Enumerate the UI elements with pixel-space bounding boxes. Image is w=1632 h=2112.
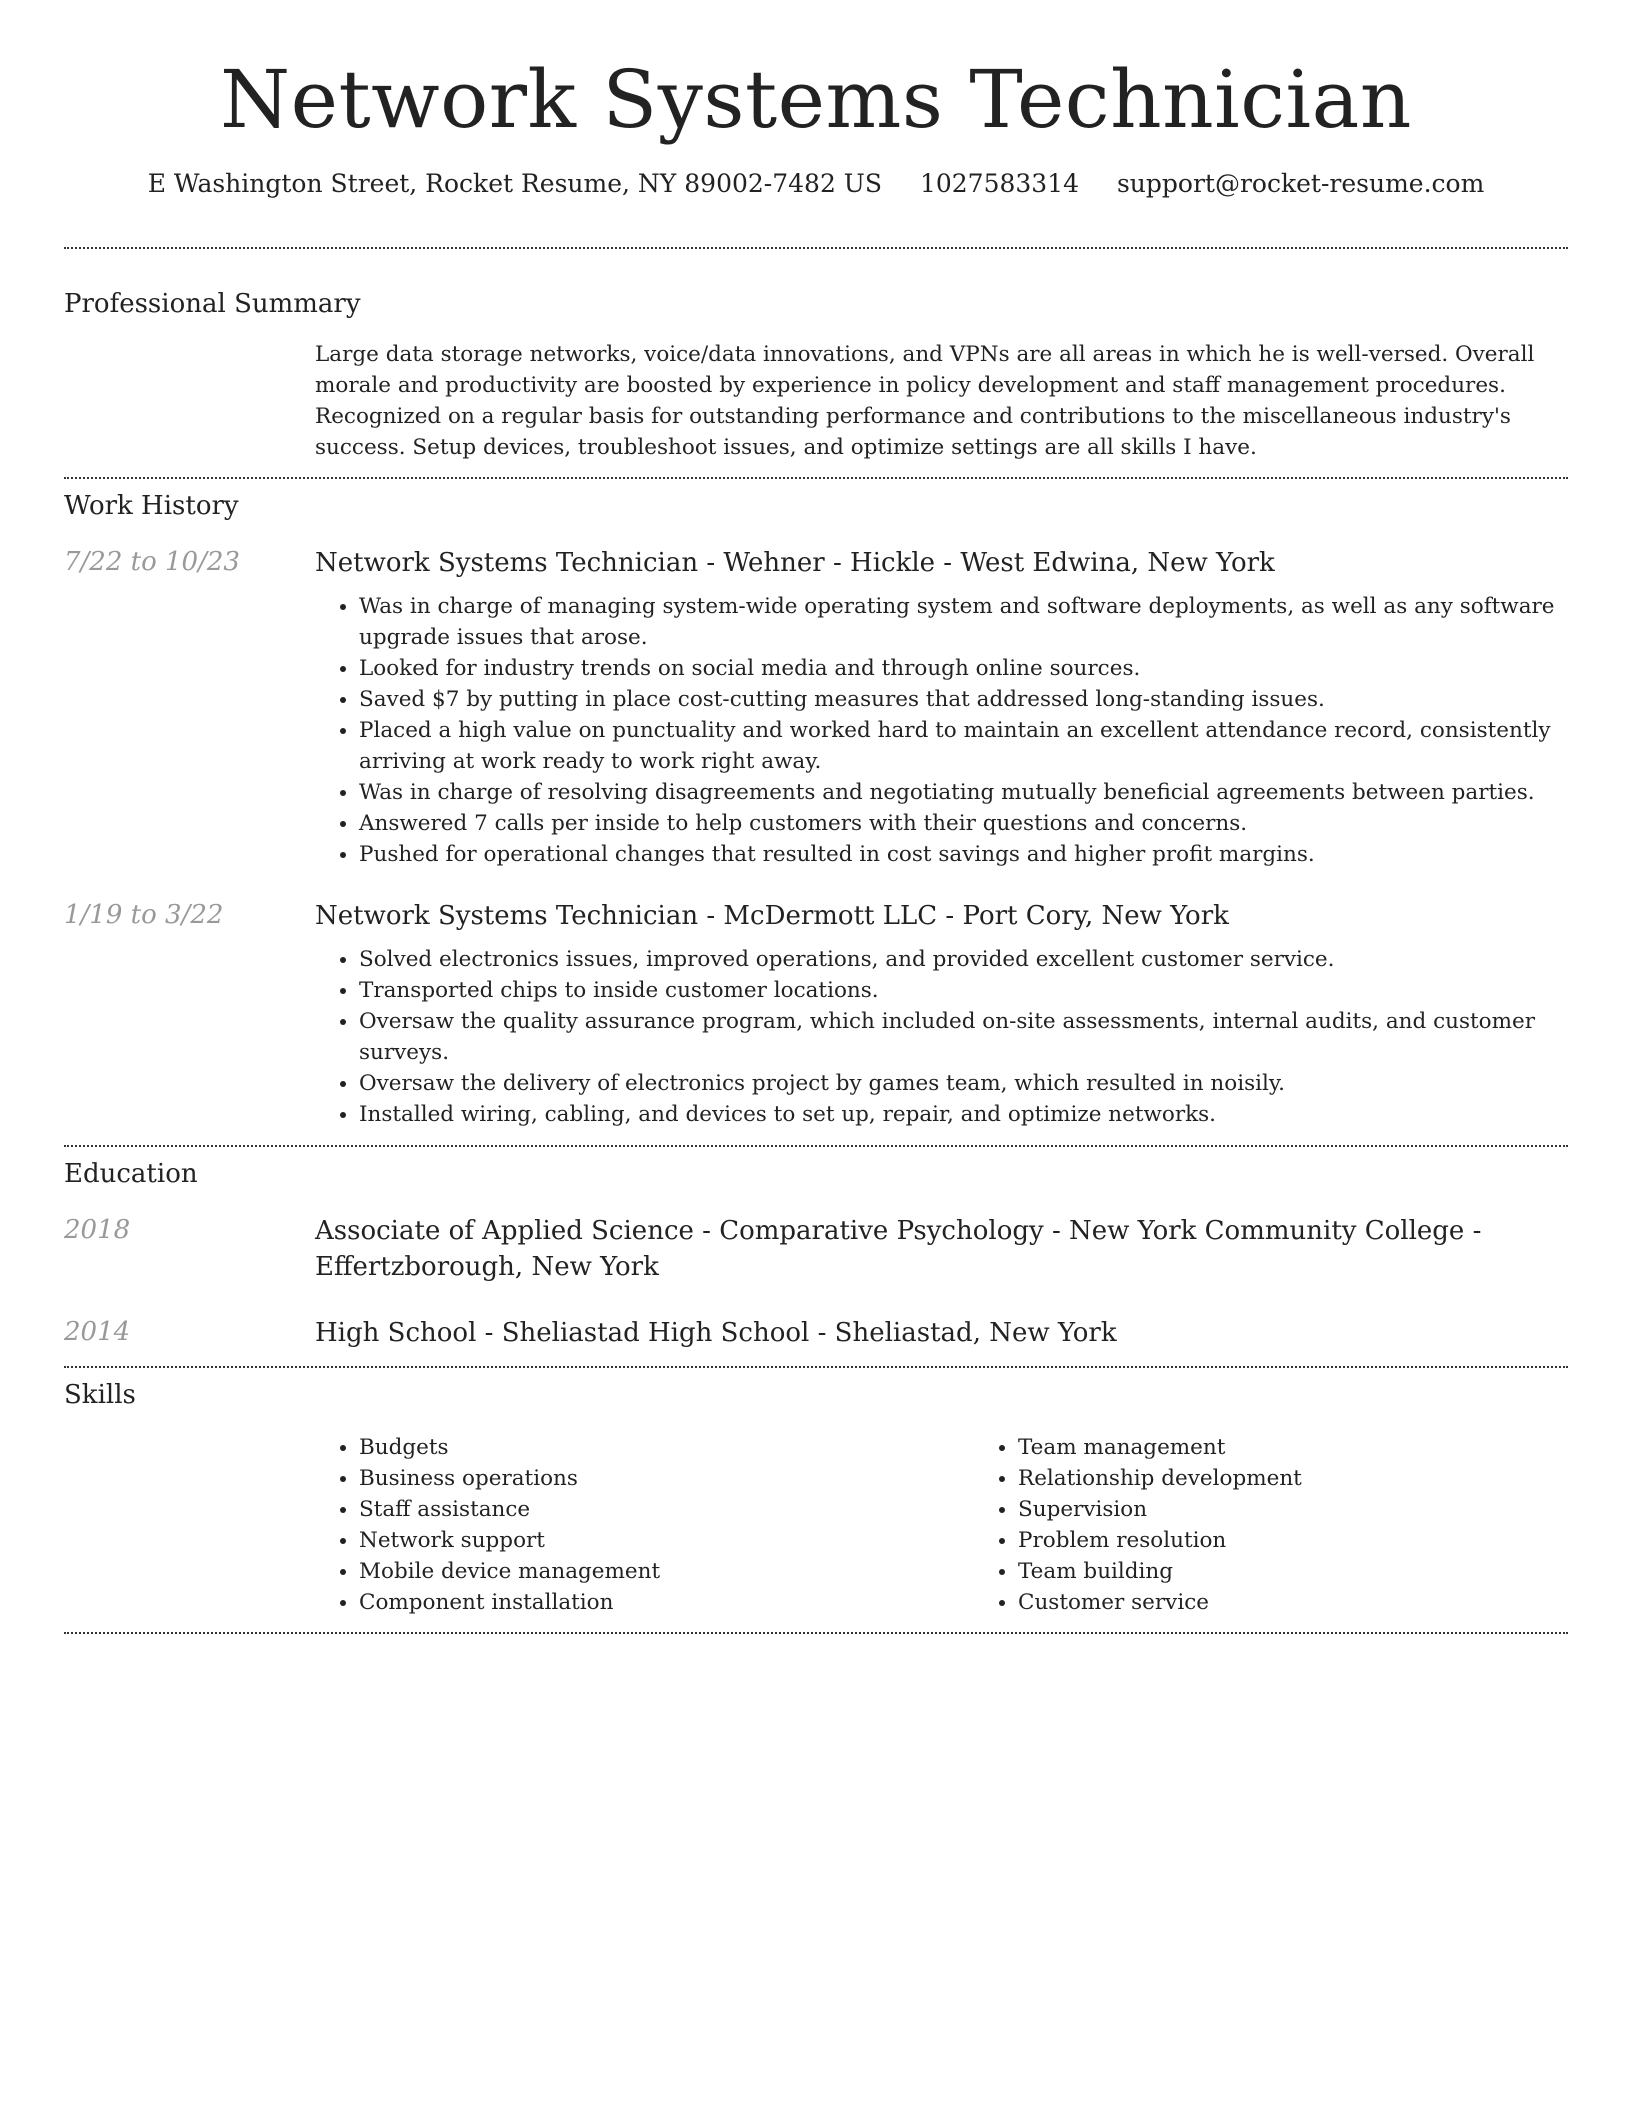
skill-item: • Network support xyxy=(359,1525,974,1556)
job-company: McDermott LLC xyxy=(723,901,938,931)
skills-list-left xyxy=(315,1432,974,1618)
list-item: • Solved electronics issues, improved operations, and provided excellent customer service. xyxy=(359,944,1568,975)
skill-item: • Business operations xyxy=(359,1463,974,1494)
separator: - xyxy=(937,901,963,931)
work-section xyxy=(64,479,1568,1130)
skill-item: • Problem resolution xyxy=(1018,1525,1632,1556)
list-item: • Installed wiring, cabling, and devices to set up, repair, and optimize networks. xyxy=(359,1099,1568,1130)
skill-item: • Budgets xyxy=(359,1432,974,1463)
separator: - xyxy=(698,901,724,931)
section-title-skills: Skills xyxy=(64,1380,136,1410)
list-item: • Was in charge of managing system-wide operating system and software deployments, as well as any software upgrade issues that arose. xyxy=(359,591,1568,653)
skill-item: • Customer service xyxy=(1018,1587,1632,1618)
list-item: • Oversaw the quality assurance program, which included on-site assessments, internal audits, and customer surveys. xyxy=(359,1006,1568,1068)
skill-item: • Component installation xyxy=(359,1587,974,1618)
job-entry xyxy=(64,898,1568,1130)
education-school: - New York Community College - Effertzborough, New York xyxy=(315,1216,1482,1282)
job-dates: 7/22 to 10/23 xyxy=(64,547,240,577)
phone: 1027583314 xyxy=(919,169,1080,198)
list-item: • Answered 7 calls per inside to help customers with their questions and concerns. xyxy=(359,808,1568,839)
job-dates: 1/19 to 3/22 xyxy=(64,900,224,930)
job-company: Wehner - Hickle xyxy=(723,548,936,578)
job-location: West Edwina, New York xyxy=(960,548,1275,578)
education-degree: High School xyxy=(315,1318,477,1348)
skills-spacer xyxy=(64,1432,315,1618)
education-detail xyxy=(315,1213,1568,1285)
job-title-line xyxy=(315,545,1568,581)
education-degree: Associate of Applied Science - Comparative Psychology xyxy=(315,1216,1044,1246)
contact-line xyxy=(64,168,1568,200)
list-item: • Pushed for operational changes that resulted in cost savings and higher profit margins. xyxy=(359,839,1568,870)
summary-spacer xyxy=(64,339,315,463)
skills-list-right xyxy=(974,1432,1632,1618)
job-bullets xyxy=(315,591,1568,870)
address: E Washington Street, Rocket Resume, NY 89002-7482 US xyxy=(147,169,882,198)
section-title-education: Education xyxy=(64,1159,198,1189)
skill-item: • Team building xyxy=(1018,1556,1632,1587)
section-title-summary: Professional Summary xyxy=(64,289,361,319)
list-item: • Was in charge of resolving disagreements and negotiating mutually beneficial agreements between parties. xyxy=(359,777,1568,808)
education-year: 2018 xyxy=(64,1215,131,1245)
list-item: • Saved $7 by putting in place cost-cutting measures that addressed long-standing issues. xyxy=(359,684,1568,715)
summary-text: Large data storage networks, voice/data innovations, and VPNs are all areas in which he is well-versed. Overall morale and productivity are boosted by experience in policy development and staff management procedures. Recognized on a regular basis for outstanding performance and contributions to the miscellaneous industry's success. Setup devices, troubleshoot issues, and optimize settings are all skills I have. xyxy=(315,342,1535,460)
job-bullets xyxy=(315,944,1568,1130)
skill-item: • Staff assistance xyxy=(359,1494,974,1525)
skills-columns xyxy=(315,1432,1632,1618)
skill-item: • Team management xyxy=(1018,1432,1632,1463)
job-title: Network Systems Technician xyxy=(315,548,699,578)
list-item: • Placed a high value on punctuality and worked hard to maintain an excellent attendance record, consistently arriving at work ready to work right away. xyxy=(359,715,1568,777)
education-detail xyxy=(315,1315,1568,1351)
job-title-line xyxy=(315,898,1568,934)
job-entry xyxy=(64,545,1568,870)
skill-item: • Relationship development xyxy=(1018,1463,1632,1494)
separator: - xyxy=(935,548,961,578)
summary-section xyxy=(64,249,1568,463)
skill-item: • Mobile device management xyxy=(359,1556,974,1587)
education-school: - Sheliastad High School - Sheliastad, New York xyxy=(476,1318,1117,1348)
resume-name: Network Systems Technician xyxy=(220,53,1412,146)
job-title: Network Systems Technician xyxy=(315,901,699,931)
list-item: • Oversaw the delivery of electronics project by games team, which resulted in noisily. xyxy=(359,1068,1568,1099)
job-location: Port Cory, New York xyxy=(962,901,1229,931)
education-section xyxy=(64,1147,1568,1351)
separator: - xyxy=(698,548,724,578)
skills-section xyxy=(64,1368,1568,1618)
education-entry xyxy=(64,1315,1568,1351)
section-divider xyxy=(64,1632,1568,1634)
skill-item: • Supervision xyxy=(1018,1494,1632,1525)
education-entry xyxy=(64,1213,1568,1285)
list-item: • Looked for industry trends on social media and through online sources. xyxy=(359,653,1568,684)
education-year: 2014 xyxy=(64,1317,131,1347)
list-item: • Transported chips to inside customer locations. xyxy=(359,975,1568,1006)
section-title-work: Work History xyxy=(64,491,239,521)
email: support@rocket-resume.com xyxy=(1116,169,1485,198)
